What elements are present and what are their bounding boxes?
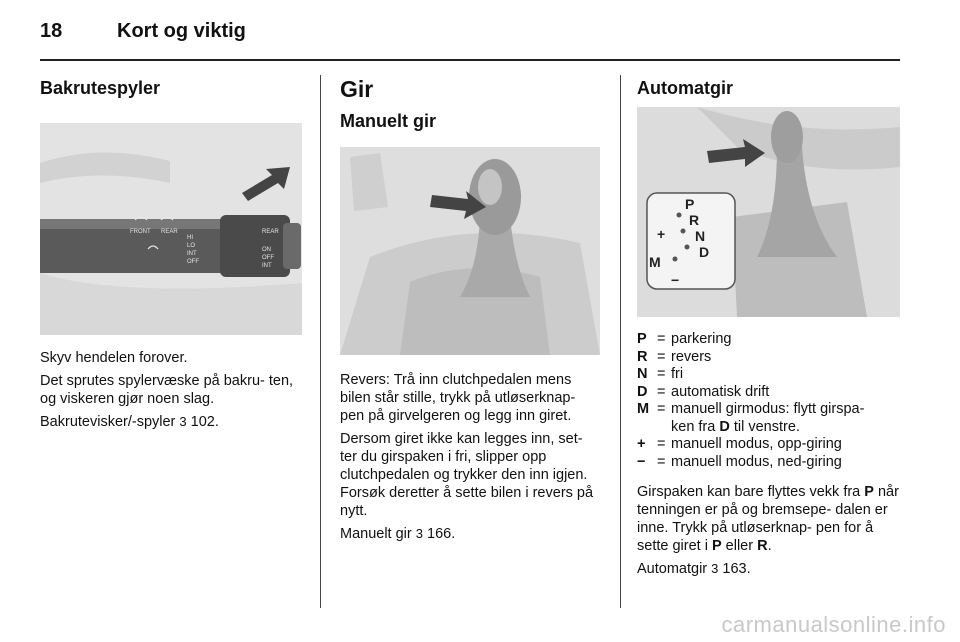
header-rule	[40, 59, 900, 61]
legend-row: R = revers	[637, 348, 712, 365]
label-off: OFF	[187, 259, 199, 265]
legend-row: P = parkering	[637, 331, 732, 347]
cross-reference: Automatgir 3 163.	[637, 561, 751, 577]
page-number: 18	[40, 20, 63, 42]
label-int-ring: INT	[262, 263, 272, 269]
column-divider-1	[320, 75, 321, 608]
paragraph: Skyv hendelen forover.	[40, 350, 188, 366]
pattern-r: R	[689, 212, 700, 228]
pattern-p: P	[685, 196, 695, 212]
column-automatic	[637, 75, 900, 583]
label-rear-ring: REAR	[262, 229, 279, 235]
label-on: ON	[262, 247, 271, 253]
pattern-m: M	[649, 254, 661, 270]
pattern-plus: +	[657, 226, 666, 242]
label-hi: HI	[187, 235, 193, 241]
paragraph: Det sprutes spylervæske på bakru- ten, og viskeren gjør noen slag.	[40, 373, 294, 407]
paragraph: Revers: Trå inn clutchpedalen mens bilen står stille, trykk på utløserknap- pen på girvelgeren og legg inn giret.	[340, 372, 576, 424]
label-front: FRONT	[130, 229, 151, 235]
column-gears	[340, 75, 602, 548]
watermark: carmanualsonline.info	[721, 612, 946, 637]
section-heading-rear-washer: Bakrutespyler	[40, 78, 161, 98]
label-int: INT	[187, 251, 197, 257]
label-rear: REAR	[161, 229, 178, 235]
cross-reference: Bakrutevisker/-spyler 3 102.	[40, 414, 219, 430]
legend-row: D = automatisk drift	[637, 383, 770, 400]
paragraph: Girspaken kan bare flyttes vekk fra P når tenningen er på og bremsepe- dalen er inne. Trykk på utløserknap- pen for å sette giret i P eller R.	[637, 484, 899, 554]
column-divider-2	[620, 75, 621, 608]
automatic-gear-figure	[637, 107, 900, 317]
column-rear-washer	[40, 75, 302, 436]
wiper-stalk-figure	[40, 123, 302, 335]
manual-gear-figure	[340, 147, 600, 355]
cross-reference: Manuelt gir 3 166.	[340, 526, 456, 542]
legend-row: + = manuell modus, opp-giring	[637, 436, 842, 452]
pattern-d: D	[699, 244, 710, 260]
reference-arrow-icon: 3	[179, 414, 187, 429]
legend-row: N = fri	[637, 366, 684, 382]
legend-row: − = manuell modus, ned-giring	[637, 453, 842, 470]
subheading-manual-gear: Manuelt gir	[340, 111, 437, 131]
page-title: Kort og viktig	[117, 20, 246, 42]
legend-row: M = manuell girmodus: flytt girspa- ken fra D til venstre.	[637, 401, 865, 435]
section-heading-gears: Gir	[340, 76, 374, 102]
pattern-n: N	[695, 228, 706, 244]
label-lo: LO	[187, 243, 196, 249]
reference-arrow-icon: 3	[415, 526, 423, 541]
paragraph: Dersom giret ikke kan legges inn, set- ter du girspaken i fri, slipper opp clutchpedalen og trykker den inn igjen. Forsøk deretter å sette bilen i revers på nytt.	[340, 431, 594, 519]
section-heading-automatic: Automatgir	[637, 78, 733, 98]
gear-position-legend	[637, 331, 900, 471]
pattern-minus: −	[671, 272, 680, 288]
label-off-ring: OFF	[262, 255, 274, 261]
reference-arrow-icon: 3	[711, 561, 719, 576]
